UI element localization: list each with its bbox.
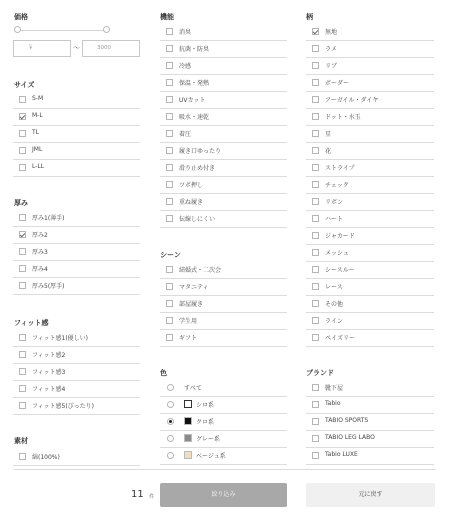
size-checkbox[interactable] xyxy=(19,147,26,154)
pattern-option[interactable] xyxy=(306,211,434,228)
apply-filter-button[interactable]: 絞り込み xyxy=(160,483,287,507)
size-option-label: L-LL xyxy=(32,163,45,170)
size-option[interactable] xyxy=(13,160,140,177)
pattern-option-label: ペイズリー xyxy=(325,335,355,342)
function-checkbox[interactable] xyxy=(166,113,173,120)
price-title: 価格 xyxy=(14,13,28,21)
function-checkbox[interactable] xyxy=(166,181,173,188)
color-option-label: シロ系 xyxy=(196,402,215,409)
pattern-option-label: ラメ xyxy=(325,46,337,53)
fit-title: フィット感 xyxy=(14,319,49,327)
brand-option-label: Tabio LUXE xyxy=(325,451,358,458)
price-separator: 〜 xyxy=(73,44,80,52)
thickness-option[interactable] xyxy=(13,210,140,227)
pattern-option[interactable] xyxy=(306,228,434,245)
function-option-label: 滑り止め付き xyxy=(179,165,216,172)
pattern-checkbox[interactable] xyxy=(312,300,319,307)
pattern-option-label: メッシュ xyxy=(325,250,349,257)
brand-checkbox[interactable] xyxy=(312,452,319,459)
pattern-checkbox[interactable] xyxy=(312,96,319,103)
pattern-option-label: チェック xyxy=(325,182,349,189)
price-slider-track xyxy=(17,30,107,31)
function-checkbox[interactable] xyxy=(166,164,173,171)
function-option[interactable] xyxy=(160,41,287,58)
brand-option-label: 靴下屋 xyxy=(325,385,344,392)
thickness-option-label: 厚み3 xyxy=(32,249,48,256)
function-checkbox[interactable] xyxy=(166,147,173,154)
fit-checkbox[interactable] xyxy=(19,334,26,341)
thickness-checkbox[interactable] xyxy=(19,248,26,255)
scene-checkbox[interactable] xyxy=(166,334,173,341)
thickness-option[interactable] xyxy=(13,278,140,295)
function-option-label: 重ね履き xyxy=(179,199,204,206)
fit-option[interactable] xyxy=(13,347,140,364)
footer-divider xyxy=(14,469,436,470)
scene-option[interactable] xyxy=(160,330,287,347)
fit-checkbox[interactable] xyxy=(19,402,26,409)
function-option[interactable] xyxy=(160,211,287,228)
color-radio[interactable] xyxy=(167,384,174,391)
scene-option[interactable] xyxy=(160,262,287,279)
pattern-option-label: シースルー xyxy=(325,267,355,274)
pattern-option[interactable] xyxy=(306,160,434,177)
function-checkbox[interactable] xyxy=(166,45,173,52)
brand-option-label: TABIO SPORTS xyxy=(325,417,369,424)
function-checkbox[interactable] xyxy=(166,198,173,205)
pattern-option-label: アーガイル・ダイヤ xyxy=(325,97,379,104)
pattern-option[interactable] xyxy=(306,92,434,109)
color-swatch xyxy=(184,451,192,459)
fit-option-label: フィット感5(ぴったり) xyxy=(32,403,95,410)
thickness-option[interactable] xyxy=(13,244,140,261)
pattern-checkbox[interactable] xyxy=(312,198,319,205)
size-option[interactable] xyxy=(13,92,140,109)
pattern-checkbox[interactable] xyxy=(312,62,319,69)
function-checkbox[interactable] xyxy=(166,96,173,103)
pattern-checkbox[interactable] xyxy=(312,215,319,222)
color-option-label: クロ系 xyxy=(196,419,215,426)
function-option-label: 抗菌・防臭 xyxy=(179,46,210,53)
fit-option-label: フィット感4 xyxy=(32,386,66,393)
function-checkbox[interactable] xyxy=(166,28,173,35)
pattern-checkbox[interactable] xyxy=(312,79,319,86)
size-option[interactable] xyxy=(13,143,140,160)
pattern-option[interactable] xyxy=(306,109,434,126)
size-option-label: M-L xyxy=(32,112,43,119)
thickness-option-label: 厚み4 xyxy=(32,266,48,273)
color-option-label: グレー系 xyxy=(196,436,221,443)
color-radio[interactable] xyxy=(167,401,174,408)
thickness-checkbox[interactable] xyxy=(19,214,26,221)
size-option-label: JML xyxy=(32,146,43,153)
color-option-label: ベージュ系 xyxy=(196,453,226,460)
fit-option-label: フィット感1(優しい) xyxy=(32,335,89,342)
function-option[interactable] xyxy=(160,92,287,109)
function-option[interactable] xyxy=(160,194,287,211)
scene-option-label: ギフト xyxy=(179,335,198,342)
pattern-option-label: リボン xyxy=(325,199,344,206)
price-min-input[interactable]: ￥ xyxy=(13,40,71,57)
pattern-checkbox[interactable] xyxy=(312,334,319,341)
color-radio[interactable] xyxy=(167,435,174,442)
pattern-checkbox[interactable] xyxy=(312,266,319,273)
color-option[interactable] xyxy=(160,448,287,465)
pattern-option[interactable] xyxy=(306,75,434,92)
pattern-option[interactable] xyxy=(306,330,434,347)
pattern-checkbox[interactable] xyxy=(312,113,319,120)
brand-option[interactable] xyxy=(306,380,434,397)
pattern-option-label: ジャカード xyxy=(325,233,355,240)
size-option-label: S-M xyxy=(32,95,44,102)
size-option[interactable] xyxy=(13,109,140,126)
color-option-label: すべて xyxy=(184,385,202,392)
fit-checkbox[interactable] xyxy=(19,368,26,375)
pattern-option[interactable] xyxy=(306,177,434,194)
pattern-option-label: ボーダー xyxy=(325,80,350,87)
pattern-option[interactable] xyxy=(306,296,434,313)
material-option-label: 綿(100%) xyxy=(32,454,60,461)
thickness-option[interactable] xyxy=(13,227,140,244)
function-option-label: 履き口ゆったり xyxy=(179,148,221,155)
pattern-option-label: その他 xyxy=(325,301,344,308)
function-option-label: 保温・発熱 xyxy=(179,80,210,87)
price-slider-min-handle[interactable] xyxy=(14,26,21,33)
size-title: サイズ xyxy=(14,81,35,89)
function-checkbox[interactable] xyxy=(166,79,173,86)
function-option-label: 吸水・速乾 xyxy=(179,114,210,121)
reset-button[interactable]: 元に戻す xyxy=(306,483,435,507)
pattern-option[interactable] xyxy=(306,262,434,279)
fit-option[interactable] xyxy=(13,398,140,415)
color-option[interactable] xyxy=(160,397,287,414)
pattern-option-label: レース xyxy=(325,284,343,291)
fit-option-label: フィット感2 xyxy=(32,352,66,359)
color-radio[interactable] xyxy=(167,418,174,425)
function-option[interactable] xyxy=(160,126,287,143)
pattern-option-label: ライン xyxy=(325,318,343,325)
pattern-checkbox[interactable] xyxy=(312,232,319,239)
pattern-option-label: リブ xyxy=(325,63,338,70)
pattern-checkbox[interactable] xyxy=(312,181,319,188)
pattern-checkbox[interactable] xyxy=(312,317,319,324)
pattern-option[interactable] xyxy=(306,194,434,211)
color-option[interactable] xyxy=(160,431,287,448)
pattern-checkbox[interactable] xyxy=(312,249,319,256)
scene-option-label: 結婚式・二次会 xyxy=(179,267,222,274)
function-option-label: 消臭 xyxy=(179,29,192,36)
price-slider-max-handle[interactable] xyxy=(103,26,110,33)
pattern-option[interactable] xyxy=(306,126,434,143)
material-title: 素材 xyxy=(14,437,28,445)
pattern-option[interactable] xyxy=(306,143,434,160)
fit-option[interactable] xyxy=(13,330,140,347)
function-option-label: 着圧 xyxy=(179,131,192,138)
function-checkbox[interactable] xyxy=(166,130,173,137)
pattern-title: 柄 xyxy=(306,13,313,21)
brand-option-label: TABIO LEG LABO xyxy=(325,434,375,441)
brand-checkbox[interactable] xyxy=(312,384,319,391)
fit-option-label: フィット感3 xyxy=(32,369,66,376)
pattern-option-label: 花 xyxy=(325,148,332,155)
pattern-option-label: 無地 xyxy=(325,29,338,36)
price-max-input[interactable]: 3000 xyxy=(82,40,140,57)
thickness-option-label: 厚み1(薄手) xyxy=(32,215,65,222)
size-option[interactable] xyxy=(13,126,140,143)
color-title: 色 xyxy=(160,369,167,377)
scene-checkbox[interactable] xyxy=(166,283,173,290)
material-option[interactable] xyxy=(13,449,140,466)
color-option[interactable] xyxy=(160,414,287,431)
pattern-option-label: ハート xyxy=(325,216,344,223)
function-option-label: 冷感 xyxy=(179,63,192,70)
material-checkbox[interactable] xyxy=(19,453,26,460)
scene-checkbox[interactable] xyxy=(166,300,173,307)
result-count-unit: 件 xyxy=(149,494,155,500)
fit-option[interactable] xyxy=(13,381,140,398)
pattern-option-label: ドット・水玉 xyxy=(325,114,361,121)
function-option[interactable] xyxy=(160,58,287,75)
thickness-checkbox[interactable] xyxy=(19,231,26,238)
pattern-option[interactable] xyxy=(306,41,434,58)
thickness-checkbox[interactable] xyxy=(19,265,26,272)
color-radio[interactable] xyxy=(167,452,174,459)
pattern-option[interactable] xyxy=(306,245,434,262)
scene-checkbox[interactable] xyxy=(166,317,173,324)
color-swatch xyxy=(184,400,192,408)
scene-option[interactable] xyxy=(160,313,287,330)
function-checkbox[interactable] xyxy=(166,215,173,222)
result-count: 11 xyxy=(131,489,144,500)
fit-checkbox[interactable] xyxy=(19,351,26,358)
function-option[interactable] xyxy=(160,143,287,160)
function-option[interactable] xyxy=(160,75,287,92)
size-checkbox[interactable] xyxy=(19,96,26,103)
thickness-option-label: 厚み5(厚手) xyxy=(32,283,65,290)
thickness-option[interactable] xyxy=(13,261,140,278)
thickness-option-label: 厚み2 xyxy=(32,232,48,239)
scene-option[interactable] xyxy=(160,279,287,296)
brand-option[interactable] xyxy=(306,414,434,431)
color-option[interactable] xyxy=(160,380,287,397)
pattern-option-label: ストライプ xyxy=(325,165,355,172)
fit-checkbox[interactable] xyxy=(19,385,26,392)
scene-option-label: 部屋履き xyxy=(179,301,204,308)
pattern-checkbox[interactable] xyxy=(312,28,319,35)
brand-checkbox[interactable] xyxy=(312,435,319,442)
pattern-checkbox[interactable] xyxy=(312,130,319,137)
size-option-label: TL xyxy=(32,129,40,136)
function-option-label: ツボ押し xyxy=(179,182,204,189)
thickness-title: 厚み xyxy=(14,199,28,207)
size-checkbox[interactable] xyxy=(19,164,26,171)
pattern-checkbox[interactable] xyxy=(312,45,319,52)
pattern-option[interactable] xyxy=(306,313,434,330)
scene-option-label: 学生用 xyxy=(179,318,198,325)
scene-checkbox[interactable] xyxy=(166,266,173,273)
pattern-option[interactable] xyxy=(306,58,434,75)
function-option[interactable] xyxy=(160,177,287,194)
pattern-option[interactable] xyxy=(306,24,434,41)
fit-option[interactable] xyxy=(13,364,140,381)
function-checkbox[interactable] xyxy=(166,62,173,69)
brand-option-label: Tabio xyxy=(325,400,341,407)
brand-checkbox[interactable] xyxy=(312,418,319,425)
scene-option[interactable] xyxy=(160,296,287,313)
pattern-checkbox[interactable] xyxy=(312,283,319,290)
scene-title: シーン xyxy=(160,251,181,259)
function-option[interactable] xyxy=(160,109,287,126)
size-checkbox[interactable] xyxy=(19,113,26,120)
size-checkbox[interactable] xyxy=(19,130,26,137)
scene-option-label: マタニティ xyxy=(179,284,209,291)
function-option-label: 伝線しにくい xyxy=(179,216,216,223)
brand-title: ブランド xyxy=(306,369,334,377)
function-title: 機能 xyxy=(160,13,174,21)
pattern-checkbox[interactable] xyxy=(312,147,319,154)
brand-checkbox[interactable] xyxy=(312,401,319,408)
thickness-checkbox[interactable] xyxy=(19,282,26,289)
brand-option[interactable] xyxy=(306,431,434,448)
pattern-checkbox[interactable] xyxy=(312,164,319,171)
color-swatch xyxy=(184,434,192,442)
pattern-option[interactable] xyxy=(306,279,434,296)
brand-option[interactable] xyxy=(306,448,434,465)
brand-option[interactable] xyxy=(306,397,434,414)
function-option[interactable] xyxy=(160,160,287,177)
color-swatch xyxy=(184,417,192,425)
pattern-option-label: 星 xyxy=(325,131,332,138)
function-option-label: UVカット xyxy=(179,97,206,104)
function-option[interactable] xyxy=(160,24,287,41)
